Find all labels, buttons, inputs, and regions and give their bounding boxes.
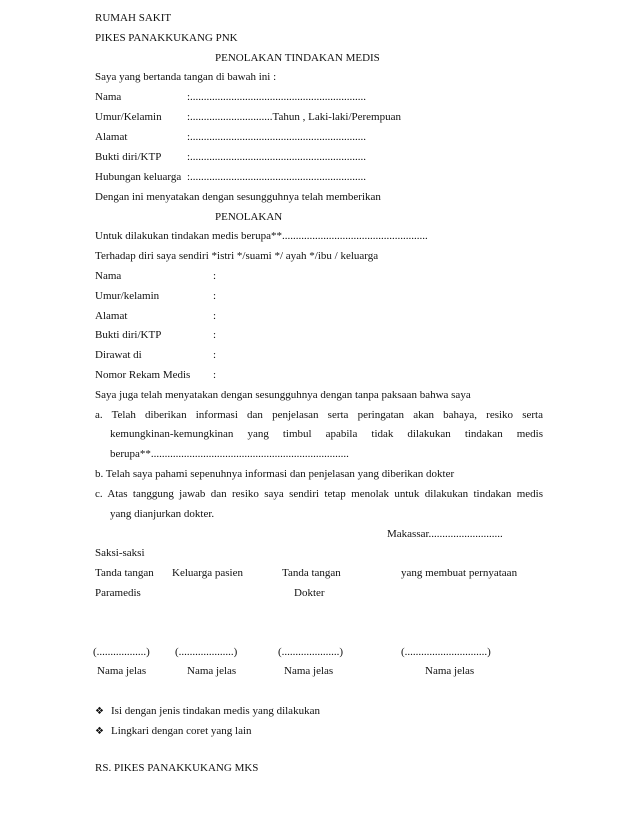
name-label-declarant: Nama jelas bbox=[425, 665, 475, 677]
patient-address-label: Alamat bbox=[95, 310, 128, 322]
patient-record-number-colon: : bbox=[213, 369, 217, 381]
signature-blank-family: (....................) bbox=[175, 646, 238, 658]
signer-address-field: :................................................................ bbox=[187, 131, 367, 143]
declaration-item-a-line2: kemungkinan-kemungkinan yang timbul apabila tidak dilakukan tindakan medis bbox=[110, 428, 543, 440]
diamond-bullet-icon: ❖ bbox=[95, 706, 104, 717]
sig-col2-top: Keluarga pasien bbox=[172, 567, 243, 579]
signer-age-gender-field: :..............................Tahun , Laki-laki/Perempuan bbox=[187, 111, 401, 123]
patient-age-gender-label: Umur/kelamin bbox=[95, 290, 160, 302]
footnote-1 bbox=[95, 704, 320, 719]
sig-col3-bottom: Dokter bbox=[294, 587, 325, 599]
patient-ward-label: Dirawat di bbox=[95, 349, 142, 361]
place-date: Makassar........................... bbox=[387, 528, 503, 540]
name-label-family: Nama jelas bbox=[187, 665, 237, 677]
sig-col1-top: Tanda tangan bbox=[95, 567, 154, 579]
witnesses-label: Saksi-saksi bbox=[95, 547, 145, 559]
patient-id-label: Bukti diri/KTP bbox=[95, 329, 162, 341]
form-title: PENOLAKAN TINDAKAN MEDIS bbox=[215, 52, 380, 64]
procedure-line: Untuk dilakukan tindakan medis berupa**..................................................... bbox=[95, 230, 428, 242]
declaration-item-a-line1: a. Telah diberikan informasi dan penjelasan serta peringatan akan bahaya, resiko serta bbox=[95, 409, 543, 421]
refusal-heading: PENOLAKAN bbox=[215, 211, 283, 223]
sig-col4-top: yang membuat pernyataan bbox=[401, 567, 518, 579]
patient-record-number-label: Nomor Rekam Medis bbox=[95, 369, 191, 381]
signer-name-label: Nama bbox=[95, 91, 122, 103]
signer-address-label: Alamat bbox=[95, 131, 128, 143]
patient-id-colon: : bbox=[213, 329, 217, 341]
sig-col3-top: Tanda tangan bbox=[282, 567, 341, 579]
declaration-intro: Saya juga telah menyatakan dengan sesungguhnya dengan tanpa paksaan bahwa saya bbox=[95, 389, 471, 401]
signer-relation-label: Hubungan keluarga bbox=[95, 171, 182, 183]
patient-address-colon: : bbox=[213, 310, 217, 322]
relation-to-patient-line: Terhadap diri saya sendiri *istri */suami */ ayah */ibu / keluarga bbox=[95, 250, 379, 262]
name-label-paramedic: Nama jelas bbox=[97, 665, 147, 677]
footnote-1-text: Isi dengan jenis tindakan medis yang dilakukan bbox=[111, 705, 320, 717]
footer-hospital: RS. PIKES PANAKKUKANG MKS bbox=[95, 762, 259, 774]
declaration-item-c-line2: yang dianjurkan dokter. bbox=[110, 508, 215, 520]
declaration-item-c-line1: c. Atas tanggung jawab dan resiko saya sendiri tetap menolak untuk dilakukan tindakan medis bbox=[95, 488, 543, 500]
declaration-item-b: b. Telah saya pahami sepenuhnya informasi dan penjelasan yang diberikan dokter bbox=[95, 468, 455, 480]
sig-col1-bottom: Paramedis bbox=[95, 587, 141, 599]
patient-name-label: Nama bbox=[95, 270, 122, 282]
signer-id-label: Bukti diri/KTP bbox=[95, 151, 162, 163]
signature-blank-paramedic: (..................) bbox=[93, 646, 150, 658]
statement-line: Dengan ini menyatakan dengan sesungguhnya telah memberikan bbox=[95, 191, 381, 203]
signer-id-field: :................................................................ bbox=[187, 151, 367, 163]
name-label-doctor: Nama jelas bbox=[284, 665, 334, 677]
signer-age-gender-label: Umur/Kelamin bbox=[95, 111, 162, 123]
declaration-item-a-line3: berupa**........................................................................ bbox=[110, 448, 349, 460]
footnote-2-text: Lingkari dengan coret yang lain bbox=[111, 725, 252, 737]
signer-intro: Saya yang bertanda tangan di bawah ini : bbox=[95, 71, 277, 83]
signer-name-field: :................................................................ bbox=[187, 91, 367, 103]
patient-ward-colon: : bbox=[213, 349, 217, 361]
patient-name-colon: : bbox=[213, 270, 217, 282]
signature-blank-declarant: (..............................) bbox=[401, 646, 491, 658]
signature-blank-doctor: (.....................) bbox=[278, 646, 344, 658]
diamond-bullet-icon: ❖ bbox=[95, 726, 104, 737]
footnote-2 bbox=[95, 724, 252, 739]
hospital-name-line2: PIKES PANAKKUKANG PNK bbox=[95, 32, 238, 44]
signer-relation-field: :................................................................ bbox=[187, 171, 367, 183]
patient-age-gender-colon: : bbox=[213, 290, 217, 302]
hospital-name-line1: RUMAH SAKIT bbox=[95, 12, 172, 24]
